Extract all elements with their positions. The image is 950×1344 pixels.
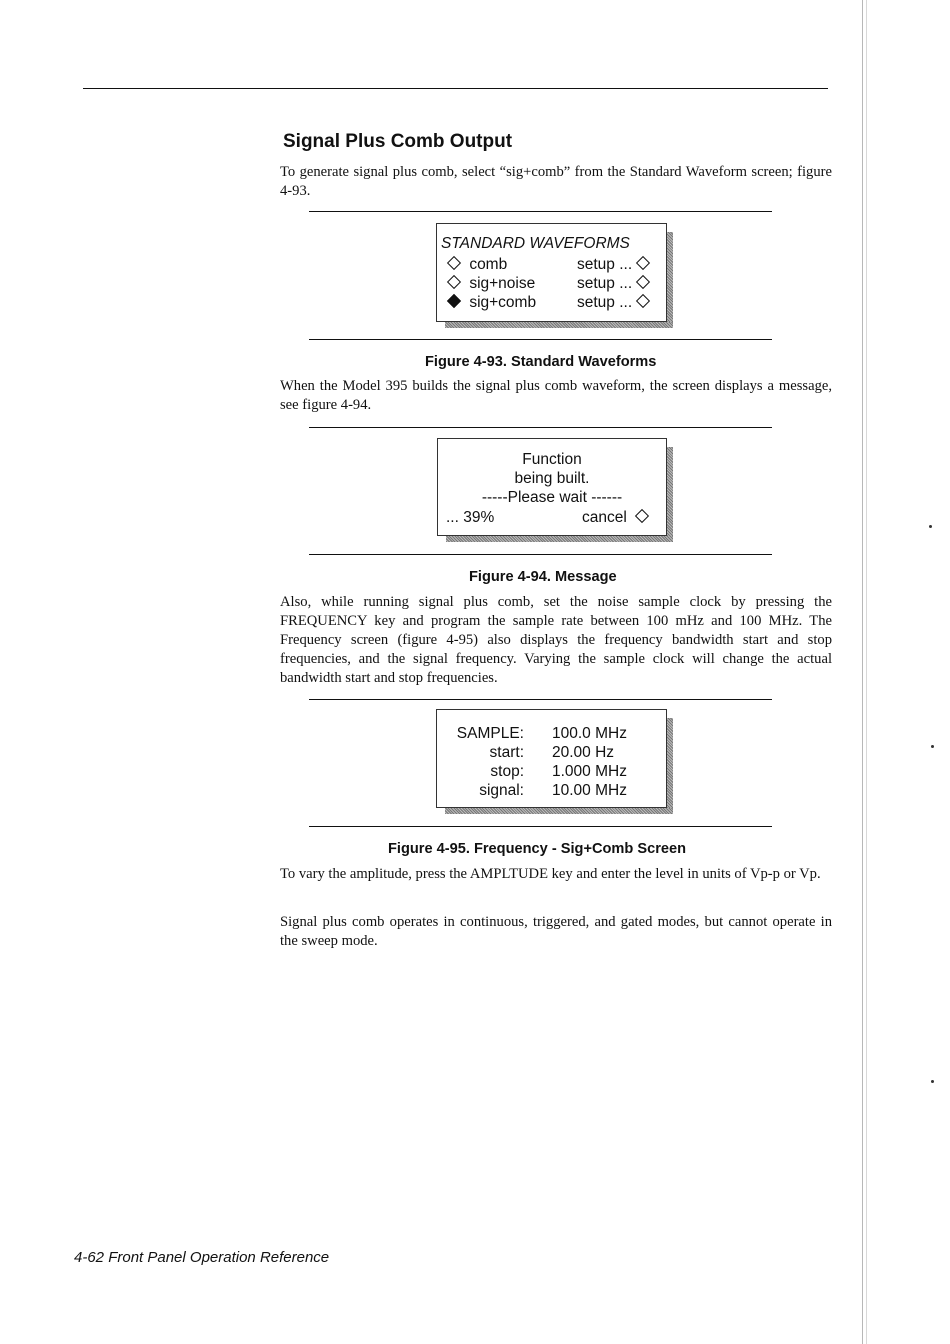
cancel-diamond-icon xyxy=(635,509,649,523)
waveform-row-sig-noise xyxy=(447,275,535,293)
screen-shadow xyxy=(446,536,673,542)
setup-option xyxy=(577,256,650,274)
frequency-label: signal: xyxy=(479,782,524,799)
waveform-label: sig+comb xyxy=(469,294,537,311)
setup-option xyxy=(577,275,650,293)
body-paragraph: Signal plus comb operates in continuous, triggered, and gated modes, but cannot operate in the sweep mode. xyxy=(280,914,832,949)
figure-caption: Figure 4-95. Frequency - Sig+Comb Screen xyxy=(388,841,687,857)
body-paragraph: When the Model 395 builds the signal plus comb waveform, the screen displays a message, see figure 4-94. xyxy=(280,378,832,413)
scan-speck xyxy=(931,745,934,748)
progress-readout: ... 39% xyxy=(446,509,495,526)
figure-bottom-rule xyxy=(309,554,772,555)
frequency-value: 10.00 MHz xyxy=(552,782,627,799)
setup-label: setup ... xyxy=(577,275,633,292)
screen-shadow xyxy=(445,322,673,328)
figure-top-rule xyxy=(309,427,772,428)
radio-diamond-icon xyxy=(447,256,461,270)
page-edge-line xyxy=(862,0,863,1344)
waveform-row-sig-comb xyxy=(447,294,536,312)
frequency-value: 100.0 MHz xyxy=(552,725,627,742)
figure-caption: Figure 4-93. Standard Waveforms xyxy=(425,354,657,370)
intro-paragraph: To generate signal plus comb, select “sig+comb” from the Standard Waveform screen; figure 4-93. xyxy=(280,164,832,199)
message-line: -----Please wait ------ xyxy=(481,489,623,506)
frequency-screen xyxy=(436,709,667,808)
setup-diamond-icon xyxy=(636,256,650,270)
figure-top-rule xyxy=(309,211,772,212)
waveform-label: sig+noise xyxy=(469,275,536,292)
cancel-label: cancel xyxy=(582,509,627,526)
cancel-option xyxy=(582,509,649,527)
scan-speck xyxy=(931,1080,934,1083)
figure-top-rule xyxy=(309,699,772,700)
setup-diamond-icon xyxy=(636,275,650,289)
selected-diamond-icon xyxy=(447,294,461,308)
waveform-row-comb xyxy=(447,256,507,274)
screen-shadow xyxy=(667,718,673,814)
message-line: being built. xyxy=(514,470,590,487)
screen-title: STANDARD WAVEFORMS xyxy=(441,235,630,252)
page-edge-line-inner xyxy=(866,0,867,1344)
frequency-value: 20.00 Hz xyxy=(552,744,615,761)
screen-shadow xyxy=(667,232,673,328)
setup-diamond-icon xyxy=(636,294,650,308)
setup-option xyxy=(577,294,650,312)
screen-shadow xyxy=(667,447,673,542)
radio-diamond-icon xyxy=(447,275,461,289)
body-paragraph: Also, while running signal plus comb, set the noise sample clock by pressing the FREQUENCY key and program the sample rate between 100 mHz and 100 MHz. The Frequency screen (figure 4-95) also displays the frequency bandwidth start and stop frequencies, and the signal frequency. Varying the sample clock will change the actual bandwidth start and stop frequencies. xyxy=(280,594,832,686)
frequency-label: start: xyxy=(489,744,524,761)
figure-caption: Figure 4-94. Message xyxy=(469,569,617,585)
message-line: Function xyxy=(522,451,582,468)
standard-waveforms-screen xyxy=(436,223,667,322)
figure-bottom-rule xyxy=(309,826,772,827)
frequency-value: 1.000 MHz xyxy=(552,763,627,780)
frequency-label: SAMPLE: xyxy=(456,725,524,742)
setup-label: setup ... xyxy=(577,294,633,311)
section-title: Signal Plus Comb Output xyxy=(283,131,513,152)
message-screen xyxy=(437,438,667,536)
setup-label: setup ... xyxy=(577,256,633,273)
body-paragraph: To vary the amplitude, press the AMPLTUDE key and enter the level in units of Vp-p or Vp. xyxy=(280,866,821,882)
header-rule xyxy=(83,88,828,89)
screen-shadow xyxy=(445,808,673,814)
waveform-label: comb xyxy=(469,256,508,273)
frequency-label: stop: xyxy=(490,763,524,780)
page-footer: 4-62 Front Panel Operation Reference xyxy=(74,1249,330,1266)
scan-speck xyxy=(929,525,932,528)
figure-bottom-rule xyxy=(309,339,772,340)
